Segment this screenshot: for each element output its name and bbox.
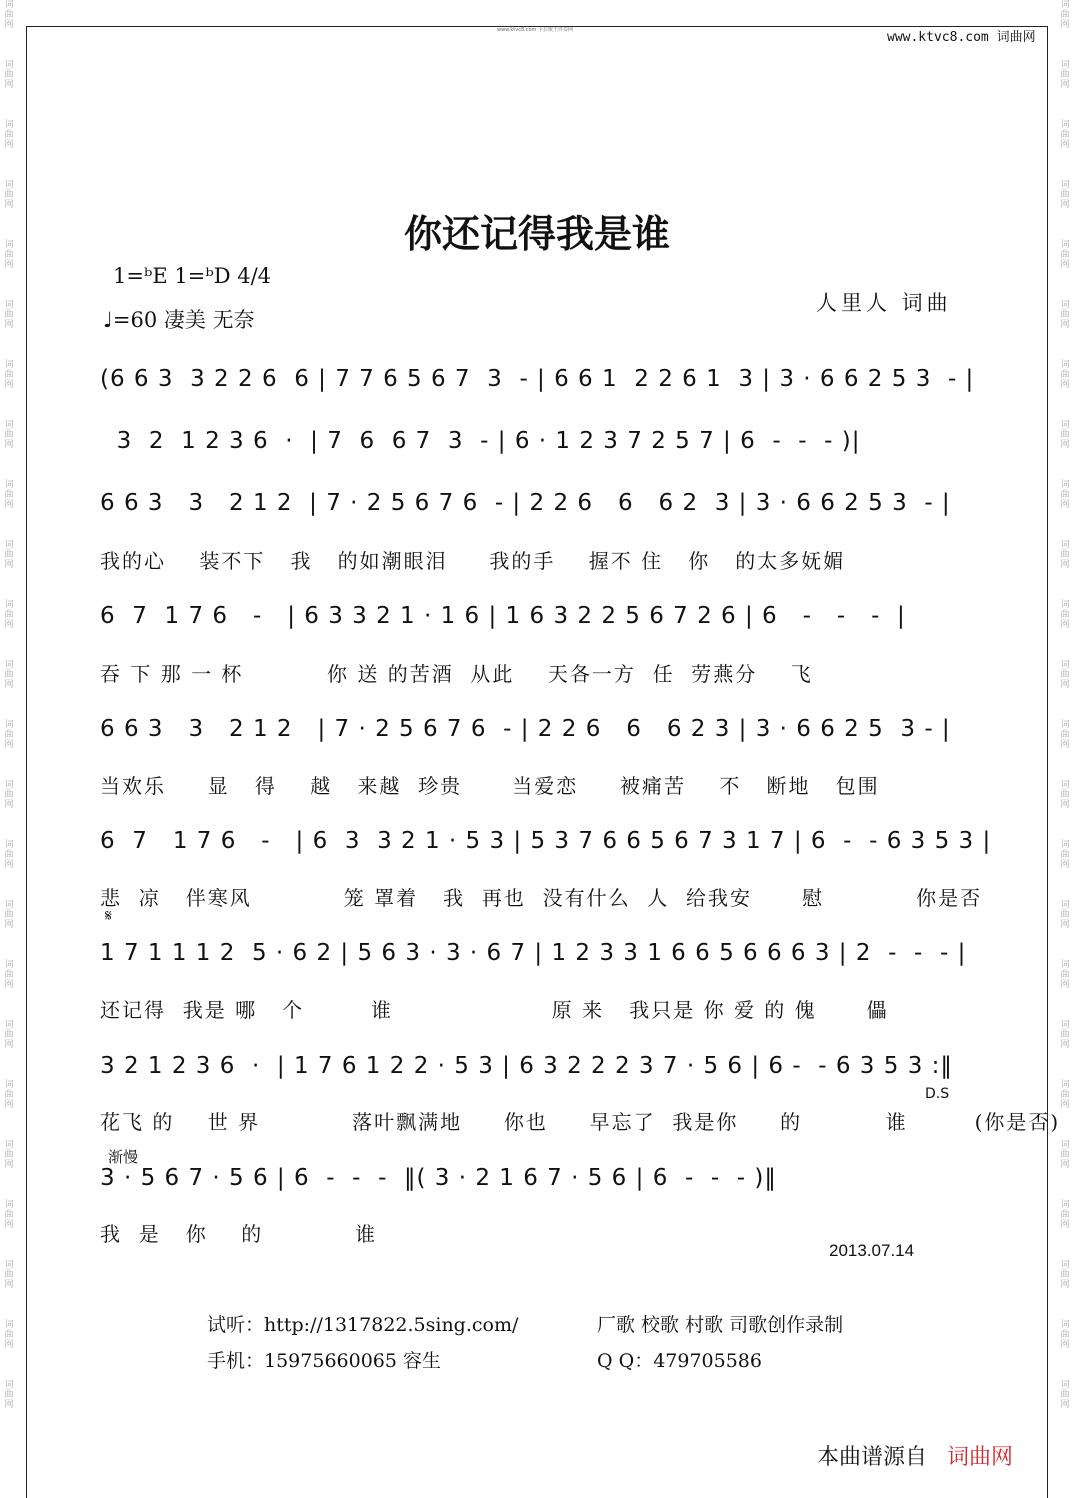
side-watermark: 词 曲 网 <box>1060 420 1070 450</box>
side-watermark: 词 曲 网 <box>4 60 14 90</box>
score-line-9: 3 · 5 6 7 · 5 6 | 6 - - - ‖( 3 · 2 1 6 7 · 5 6 | 6 - - - )‖ <box>100 1165 777 1191</box>
site-header[interactable]: www.ktvc8.com 词曲网 <box>887 30 1036 45</box>
side-watermark: 词 曲 网 <box>1060 840 1070 870</box>
lyric-line-6: 悲 凉 伴寒风 笼 罩着 我 再也 没有什么 人 给我安 慰 你是否 <box>100 886 983 910</box>
side-watermark: 词 曲 网 <box>4 180 14 210</box>
side-watermark: 词 曲 网 <box>4 1380 14 1410</box>
qq-contact: Q Q：479705586 <box>597 1350 762 1372</box>
score-line-4: 6 7 1 7 6 - | 6 3 3 2 1 · 1 6 | 1 6 3 2 2 5 6 7 2 6 | 6 - - - | <box>100 603 906 629</box>
score-line-7: 1 7 1 1 1 2 5 · 6 2 | 5 6 3 · 3 · 6 7 | 1 2 3 3 1 6 6 5 6 6 6 3 | 2 - - - | <box>100 940 967 966</box>
score-line-2: 3 2 1 2 3 6 · | 7 6 6 7 3 - | 6 · 1 2 3 7 2 5 7 | 6 - - - )| <box>100 428 861 454</box>
segno-icon: 𝄋 <box>105 906 112 925</box>
key-signature: 1=ᵇE 1=ᵇD 4/4 <box>113 264 272 288</box>
side-watermark: 词 曲 网 <box>1060 300 1070 330</box>
side-watermark: 词 曲 网 <box>1060 0 1070 30</box>
phone-contact: 手机：15975660065 容生 <box>207 1350 442 1372</box>
lyric-line-8: 花飞 的 世 界 落叶飘满地 你也 早忘了 我是你 的 谁 (你是否) <box>100 1110 1061 1134</box>
source-label: 本曲谱源自 <box>817 1445 928 1470</box>
side-watermark: 词 曲 网 <box>4 240 14 270</box>
side-watermark: 词 曲 网 <box>4 120 14 150</box>
side-watermark: 词 曲 网 <box>1060 660 1070 690</box>
score-line-1: (6 6 3 3 2 2 6 6 | 7 7 6 5 6 7 3 - | 6 6 1 2 2 6 1 3 | 3 · 6 6 2 5 3 - | <box>100 366 975 392</box>
side-watermark: 词 曲 网 <box>4 360 14 390</box>
side-watermark: 词 曲 网 <box>1060 900 1070 930</box>
side-watermark: 词 曲 网 <box>4 1200 14 1230</box>
source-credit[interactable] <box>817 1440 1013 1471</box>
side-watermark: 词 曲 网 <box>1060 1320 1070 1350</box>
score-line-8: 3 2 1 2 3 6 · | 1 7 6 1 2 2 · 5 3 | 6 3 2 2 2 3 7 · 5 6 | 6 - - 6 3 5 3 :‖ <box>100 1053 953 1079</box>
author-credit: 人里人 词曲 <box>816 291 952 315</box>
side-watermark: 词 曲 网 <box>4 1080 14 1110</box>
side-watermark: 词 曲 网 <box>1060 540 1070 570</box>
song-title: 你还记得我是谁 <box>403 212 670 256</box>
side-watermark: 词 曲 网 <box>4 720 14 750</box>
side-watermark: 词 曲 网 <box>1060 180 1070 210</box>
side-watermark: 词 曲 网 <box>4 1020 14 1050</box>
lyric-line-4: 吞 下 那 一 杯 你 送 的苦酒 从此 天各一方 任 劳燕分 飞 <box>100 662 813 686</box>
side-watermark: 词 曲 网 <box>4 840 14 870</box>
side-watermark: 词 曲 网 <box>1060 780 1070 810</box>
studio-credit: 厂歌 校歌 村歌 司歌创作录制 <box>597 1314 844 1336</box>
side-watermark: 词 曲 网 <box>1060 1200 1070 1230</box>
lyric-line-3: 我的心 装不下 我 的如潮眼泪 我的手 握不 住 你 的太多妩媚 <box>100 549 846 573</box>
lyric-line-5: 当欢乐 显 得 越 来越 珍贵 当爱恋 被痛苦 不 断地 包围 <box>100 774 880 798</box>
side-watermark: 词 曲 网 <box>4 300 14 330</box>
header-tiny-text: www.ktvc8.com 卡拉歌王伴奏网 <box>497 27 574 33</box>
side-watermark: 词 曲 网 <box>4 660 14 690</box>
side-watermark: 词 曲 网 <box>1060 60 1070 90</box>
side-watermark: 词 曲 网 <box>4 480 14 510</box>
tempo-marking: ♩=60 凄美 无奈 <box>103 308 255 332</box>
score-date: 2013.07.14 <box>829 1241 915 1260</box>
source-brand[interactable]: 词曲网 <box>947 1445 1014 1470</box>
listen-link[interactable]: 试听：http://1317822.5sing.com/ <box>207 1314 519 1336</box>
side-watermark: 词 曲 网 <box>1060 1020 1070 1050</box>
side-watermark: 词 曲 网 <box>4 1140 14 1170</box>
side-watermark: 词 曲 网 <box>1060 600 1070 630</box>
side-watermark: 词 曲 网 <box>4 1320 14 1350</box>
side-watermark: 词 曲 网 <box>1060 480 1070 510</box>
side-watermark: 词 曲 网 <box>1060 960 1070 990</box>
side-watermark: 词 曲 网 <box>4 540 14 570</box>
side-watermark: 词 曲 网 <box>4 0 14 30</box>
ds-marking: D.S <box>925 1086 950 1102</box>
slow-marking: 渐慢 <box>108 1148 139 1166</box>
lyric-line-9: 我 是 你 的 谁 <box>100 1222 378 1246</box>
score-line-3: 6 6 3 3 2 1 2 | 7 · 2 5 6 7 6 - | 2 2 6 6 6 2 3 | 3 · 6 6 2 5 3 - | <box>100 490 951 516</box>
side-watermark: 词 曲 网 <box>1060 240 1070 270</box>
side-watermark: 词 曲 网 <box>4 900 14 930</box>
side-watermark: 词 曲 网 <box>4 1260 14 1290</box>
lyric-line-7: 还记得 我是 哪 个 谁 原 来 我只是 你 爱 的 傀 儡 <box>100 998 889 1022</box>
side-watermark: 词 曲 网 <box>1060 120 1070 150</box>
side-watermark: 词 曲 网 <box>4 780 14 810</box>
score-line-6: 6 7 1 7 6 - | 6 3 3 2 1 · 5 3 | 5 3 7 6 6 5 6 7 3 1 7 | 6 - - 6 3 5 3 | <box>100 828 992 854</box>
side-watermark: 词 曲 网 <box>1060 360 1070 390</box>
side-watermark: 词 曲 网 <box>4 960 14 990</box>
side-watermark: 词 曲 网 <box>1060 1080 1070 1110</box>
score-line-5: 6 6 3 3 2 1 2 | 7 · 2 5 6 7 6 - | 2 2 6 6 6 2 3 | 3 · 6 6 2 5 3 - | <box>100 716 951 742</box>
side-watermark: 词 曲 网 <box>1060 1140 1070 1170</box>
side-watermark: 词 曲 网 <box>1060 1380 1070 1410</box>
side-watermark: 词 曲 网 <box>1060 720 1070 750</box>
side-watermark: 词 曲 网 <box>4 420 14 450</box>
side-watermark: 词 曲 网 <box>1060 1260 1070 1290</box>
side-watermark: 词 曲 网 <box>4 600 14 630</box>
